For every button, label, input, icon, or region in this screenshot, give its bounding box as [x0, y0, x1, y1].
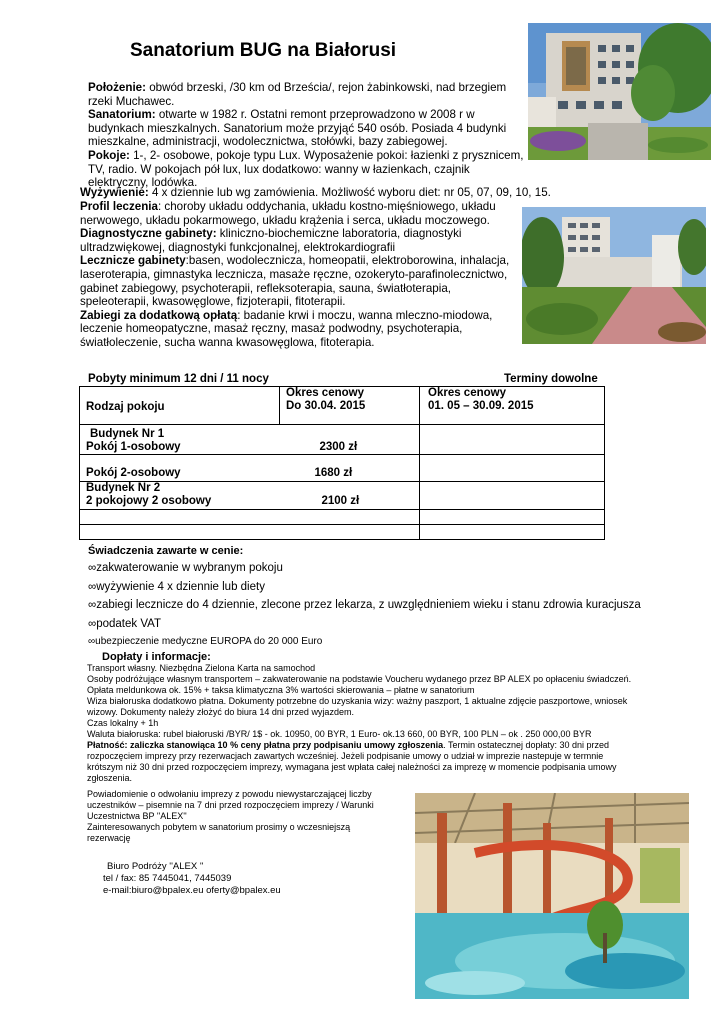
included-services: [88, 543, 648, 652]
list-item: ∞wyżywienie 4 x dziennie lub diety: [88, 580, 265, 593]
meals-paragraph: Wyżywienie: 4 x dziennie lub wg zamówienia. Możliwość wyboru diet: nr 05, 07, 09, 10, 15.: [80, 186, 551, 199]
location-paragraph: Położenie: obwód brzeski, /30 km od Brześcia/, rejon żabinkowski, nad brzegiem rzeki Muchawec.: [88, 81, 507, 108]
rooms-paragraph: Pokoje: 1-, 2- osobowe, pokoje typu Lux. Wyposażenie pokoi: łazienki z prysznicem, TV, radio. W pokojach pół lux, lux dodatkowo: wanny w łazienkach, czajnik elektryczny, lodówka.: [88, 148, 524, 190]
table-header-row: [80, 387, 605, 425]
table-row: [80, 525, 605, 540]
flexible-dates: Terminy dowolne: [504, 373, 598, 385]
treatment-profile-paragraph: Profil leczenia: choroby układu oddychania, układu kostno-mięśniowego, układu nerwowego, układu pokarmowego, układu krążenia i serca, układu moczowego.: [80, 200, 496, 227]
sanatorium-building-photo: [528, 23, 711, 160]
table-row: Pokój 2-osobowy 1680 zł: [80, 455, 605, 482]
minimum-stay: Pobyty minimum 12 dni / 11 nocy: [88, 373, 269, 385]
room-type-header: Rodzaj pokoju: [80, 387, 280, 425]
agency-name: Biuro Podróży ''ALEX '': [107, 861, 204, 872]
contact-block: [103, 861, 281, 897]
list-item: ∞podatek VAT: [88, 617, 161, 630]
info-block: Transport własny. Niezbędna Zielona Karta na samochod Osoby podróżujące własnym transportem – zakwaterowanie na podstawie Voucheru wydanego przez BP ALEX po opłaceniu świadczeń. Opłata meldunkowa ok. 15% + taksa klimatyczna 3% wartości skierowania – płatne w sanatorium Wiza białoruska dodatkowo płatna. Dokumenty potrzebne do uzyskania wizy: ważny paszport, 1 aktualne zdjęcie paszportowe, wniosek wizowy. Dokumenty należy złożyć do biura 14 dni przed wyjazdem. Czas lokalny + 1h Waluta białoruska: rubel białoruski /BYR/ 1$ - ok. 10950, 00 BYR, 1 Euro- ok.13 660, 00 BYR, 100 PLN – ok . 250 000,00 BYR Płatność: zaliczka stanowiąca 10 % ceny płatna przy podpisaniu umowy zgłoszenia. Termin ostatecznej dopłaty: 30 dni przed rozpoczęciem imprezy przy rezerwacjach zawartych wcześniej. Jeżeli podpisanie umowy o udział w imprezie nastepuje w termnie krótszym niż 30 dni przed rozpoczęciem imprezy, wymagana jest wpłata całej należności za imprezę w momencie podpisania umowy zgłoszenia.: [87, 663, 632, 783]
included-services-heading: Świadczenia zawarte w cenie:: [88, 545, 244, 557]
page-title: Sanatorium BUG na Białorusi: [130, 40, 397, 61]
info-heading: Dopłaty i informacje:: [102, 651, 211, 663]
infinity-bullet-icon: ∞: [88, 580, 97, 593]
infinity-bullet-icon: ∞: [88, 599, 97, 611]
diagnostic-rooms-paragraph: Diagnostyczne gabinety: kliniczno-biochemiczne laboratoria, diagnostyki ultradzwiękowej, diagnostyki funkcjonalnej, elektrokardiografii: [80, 227, 462, 254]
list-item: ∞zabiegi lecznicze do 4 dziennie, zlecone przez lekarza, z uwzględnieniem wieku i stanu zdrowia kuracjusza: [88, 599, 641, 611]
list-item: ∞zakwaterowanie w wybranym pokoju: [88, 562, 283, 574]
infinity-bullet-icon: ∞: [88, 636, 96, 647]
extra-treatments-paragraph: Zabiegi za dodatkową opłatą: badanie krwi i moczu, wanna mleczno-miodowa, leczenie homeopatyczne, masaż ręczny, masaż podwodny, psychoterapia, światłoleczenie, sucha wanna kwasowęglowa, fitoterapia.: [80, 308, 493, 349]
phone-fax: tel / fax: 85 7445041, 7445039: [103, 873, 232, 884]
indoor-pool-photo: [415, 793, 689, 999]
infinity-bullet-icon: ∞: [88, 562, 97, 574]
sanatorium-garden-photo: [522, 207, 706, 344]
treatment-rooms-paragraph: Lecznicze gabinety:basen, wodolecznicza, homeopatii, elektroborowina, inhalacja, laseroterapia, gimnastyka lecznicza, masaże ręczne, ozokeryto-parafinolecznictwo, gabinet zabiegowy, psychoterapii, refleksoterapia, sauna, światłoterapia, speleoterapii, kwasowęglowe, fizjoterapii, fitoterapii.: [80, 254, 510, 309]
list-item: ∞ubezpieczenie medyczne EUROPA do 20 000 Euro: [88, 636, 323, 647]
notice-block: Powiadomienie o odwołaniu imprezy z powodu niewystarczającej liczby uczestników – pisemnie na 7 dni przed rozpoczęciem imprezy / Warunki Uczestnictwa BP ''ALEX'' Zainteresowanych pobytem w sanatorium prosimy o wczesniejszą rezerwację: [87, 789, 374, 843]
table-row: Budynek Nr 2 2 pokojowy 2 osobowy 2100 zł: [80, 482, 605, 510]
price-table: [79, 386, 605, 540]
price-period-1-header: Okres cenowy Do 30.04. 2015: [280, 387, 420, 425]
infinity-bullet-icon: ∞: [88, 617, 97, 630]
price-period-2-header: Okres cenowy 01. 05 – 30.09. 2015: [420, 387, 605, 425]
table-row: Budynek Nr 1 Pokój 1-osobowy 2300 zł: [80, 425, 605, 455]
email: e-mail:biuro@bpalex.eu oferty@bpalex.eu: [103, 885, 281, 896]
sanatorium-paragraph: Sanatorium: otwarte w 1982 r. Ostatni remont przeprowadzono w 2008 r w budynkach mieszkalnych. Sanatorium może przyjąć 540 osób. Posiada 4 budynki mieszkalne, administracji, wodolecznictwa, stołówki, bazy zabiegowej.: [88, 108, 507, 149]
table-row: [80, 510, 605, 525]
